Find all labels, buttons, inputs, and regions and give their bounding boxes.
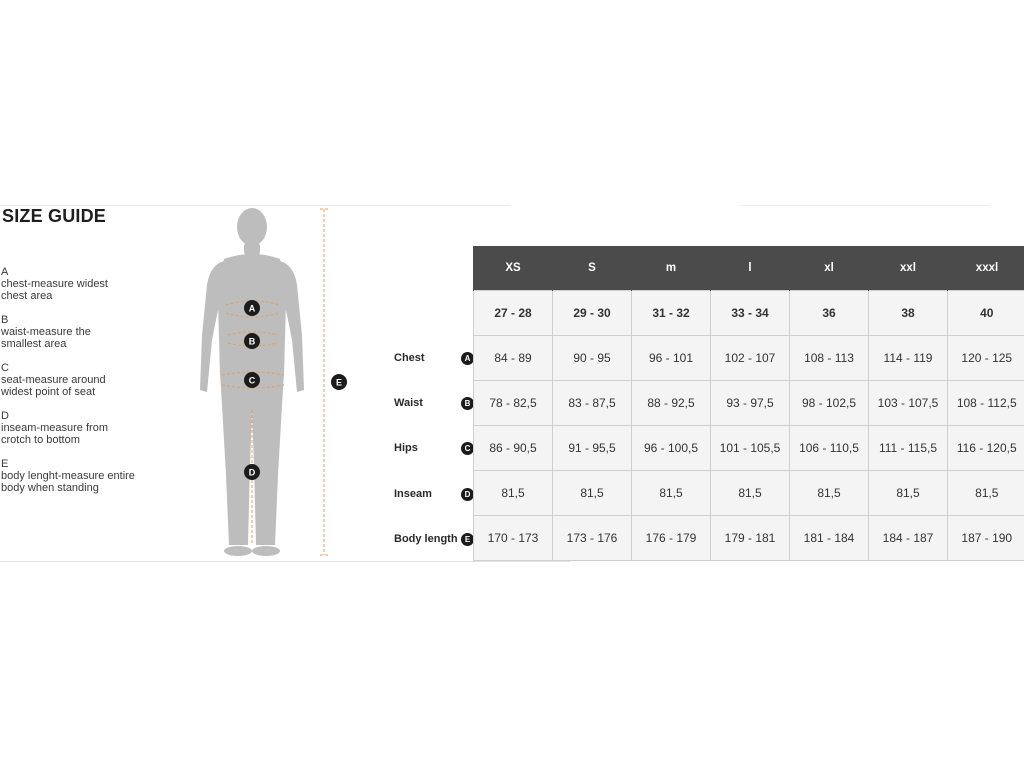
page-title: SIZE GUIDE [2,206,107,226]
size-header: S [553,246,632,291]
table-cell: 108 - 112,5 [948,381,1024,426]
legend-item-seat [1,362,181,398]
bottom-divider [0,561,570,562]
legend-key: E [1,458,9,470]
figure-marker-seat [244,372,260,388]
size-number-row [474,291,1024,336]
row-label-body-length [380,532,475,546]
size-header: xxl [869,246,948,291]
table-cell: 81,5 [711,471,790,516]
table-cell: 170 - 173 [474,516,553,561]
row-badge: C [461,442,474,455]
table-cell: 81,5 [790,471,869,516]
table-cell: 91 - 95,5 [553,426,632,471]
row-badge: A [461,352,474,365]
table-cell: 83 - 87,5 [553,381,632,426]
table-cell: 81,5 [948,471,1024,516]
table-cell: 98 - 102,5 [790,381,869,426]
legend-description: body lenght-measure entire body when standing [1,470,135,494]
row-label-chest [380,351,475,365]
size-number-cell: 27 - 28 [474,291,553,336]
table-cell: 93 - 97,5 [711,381,790,426]
top-divider-right [740,205,990,206]
svg-text:E: E [335,377,343,388]
table-cell: 88 - 92,5 [632,381,711,426]
table-cell: 81,5 [869,471,948,516]
svg-text:C: C [248,375,256,386]
table-row-body-length [474,516,1024,561]
table-row-inseam [474,471,1024,516]
table-cell: 111 - 115,5 [869,426,948,471]
table-cell: 96 - 100,5 [632,426,711,471]
figure-marker-chest [244,300,260,316]
row-label-text: Inseam [394,488,432,500]
table-cell: 120 - 125 [948,336,1024,381]
legend-description: chest-measure widest chest area [1,278,108,302]
figure-marker-inseam [244,464,260,480]
body-figure-illustration [180,205,360,561]
row-label-inseam [380,487,475,501]
table-cell: 116 - 120,5 [948,426,1024,471]
size-header: xl [790,246,869,291]
row-badge: B [461,397,474,410]
row-badge: E [461,533,474,546]
table-cell: 181 - 184 [790,516,869,561]
legend-key: C [1,362,9,374]
table-row-hips [474,426,1024,471]
size-number-cell: 31 - 32 [632,291,711,336]
row-label-hips [380,441,475,455]
legend-key: D [1,410,9,422]
row-badge: D [461,488,474,501]
size-number-cell: 29 - 30 [553,291,632,336]
legend-description: inseam-measure from crotch to bottom [1,422,108,446]
table-cell: 81,5 [632,471,711,516]
table-cell: 106 - 110,5 [790,426,869,471]
table-cell: 96 - 101 [632,336,711,381]
legend-item-chest [1,266,181,302]
row-label-text: Chest [394,352,425,364]
svg-text:B: B [248,336,256,347]
measurement-legend [1,266,181,506]
table-cell: 102 - 107 [711,336,790,381]
table-cell: 90 - 95 [553,336,632,381]
table-cell: 78 - 82,5 [474,381,553,426]
row-label-text: Waist [394,397,423,409]
table-cell: 103 - 107,5 [869,381,948,426]
table-cell: 84 - 89 [474,336,553,381]
table-cell: 187 - 190 [948,516,1024,561]
row-label-text: Body length [394,533,458,545]
legend-item-inseam [1,410,181,446]
size-number-cell: 33 - 34 [711,291,790,336]
table-cell: 86 - 90,5 [474,426,553,471]
table-row-chest [474,336,1024,381]
size-table [473,246,1024,561]
legend-item-waist [1,314,181,350]
size-header-row [474,246,1024,291]
legend-key: B [1,314,9,326]
table-cell: 179 - 181 [711,516,790,561]
legend-item-body-length [1,458,181,494]
table-cell: 101 - 105,5 [711,426,790,471]
size-header: xxxl [948,246,1024,291]
svg-text:D: D [248,467,256,478]
size-header: XS [474,246,553,291]
size-header: m [632,246,711,291]
table-cell: 81,5 [553,471,632,516]
size-number-cell: 40 [948,291,1024,336]
row-label-waist [380,396,475,410]
svg-text:A: A [248,303,256,314]
table-row-waist [474,381,1024,426]
size-number-cell: 38 [869,291,948,336]
table-cell: 184 - 187 [869,516,948,561]
row-label-text: Hips [394,442,418,454]
legend-description: waist-measure the smallest area [1,326,91,350]
table-cell: 108 - 113 [790,336,869,381]
size-header: l [711,246,790,291]
table-cell: 114 - 119 [869,336,948,381]
table-cell: 176 - 179 [632,516,711,561]
figure-marker-body-length [331,374,347,390]
legend-key: A [1,266,9,278]
legend-description: seat-measure around widest point of seat [1,374,106,398]
size-number-cell: 36 [790,291,869,336]
figure-marker-waist [244,333,260,349]
table-cell: 81,5 [474,471,553,516]
table-cell: 173 - 176 [553,516,632,561]
